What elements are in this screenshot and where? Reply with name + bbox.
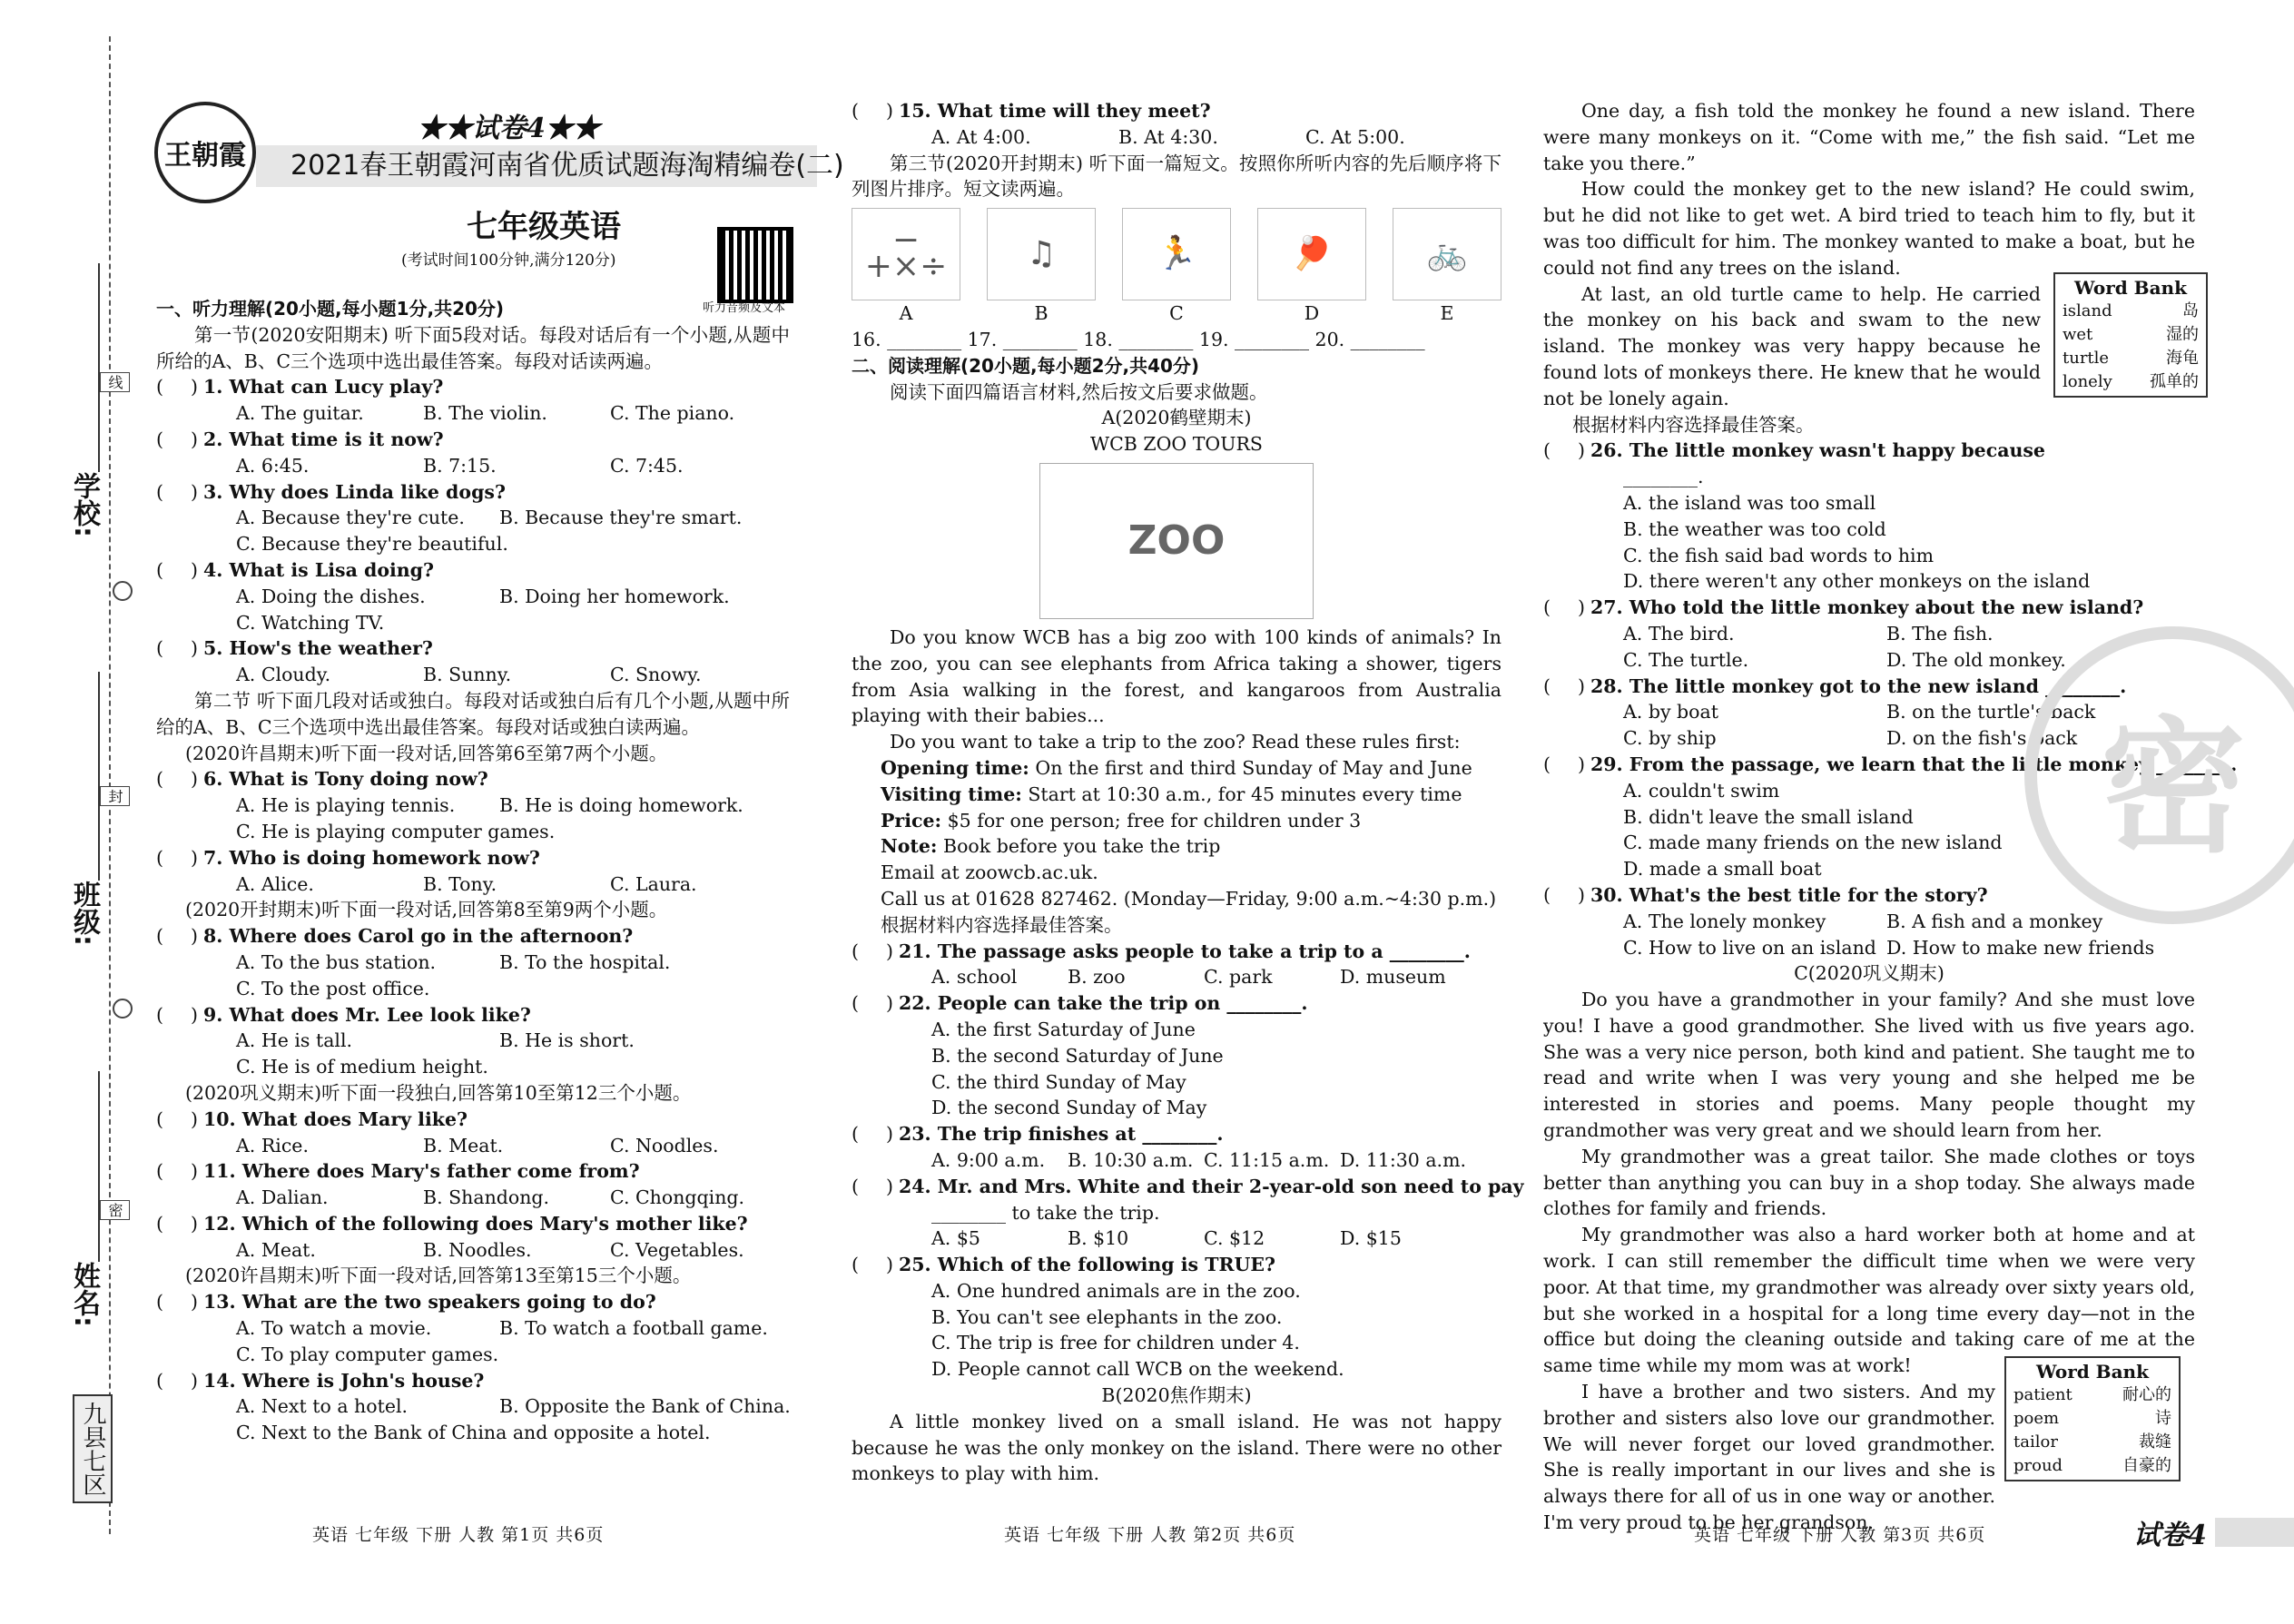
option[interactable]: B. Sunny. <box>423 664 512 686</box>
answer-blanks[interactable]: 16. ________ 17. ________ 18. ________ 19. ________ 20. ________ <box>852 328 1425 350</box>
question <box>156 845 790 871</box>
answer-bracket[interactable] <box>1543 438 1590 464</box>
word-cn: 湿的 <box>2166 325 2199 344</box>
option-line: B. didn't leave the small island <box>1623 805 1914 828</box>
mark-seal: 封 <box>100 786 130 806</box>
question <box>156 1002 790 1029</box>
word-cn: 裁缝 <box>2139 1432 2171 1452</box>
rule-key: Price: <box>881 809 942 832</box>
question-text: 1. What can Lucy play? <box>203 376 444 399</box>
option-row <box>156 1133 790 1159</box>
picture-item <box>1393 208 1501 327</box>
question <box>1543 595 2195 621</box>
name-label: 姓名: <box>68 1262 100 1327</box>
option[interactable]: C. Chongqing. <box>610 1186 745 1209</box>
option-row <box>156 950 790 976</box>
word-cn: 耐心的 <box>2122 1385 2171 1404</box>
picture-icon: 🚲 <box>1393 208 1501 300</box>
option-line: D. there weren't any other monkeys on the island <box>1623 570 2091 593</box>
question <box>852 1252 1501 1278</box>
option-row <box>156 1185 790 1211</box>
option-row <box>156 871 790 898</box>
answer-bracket[interactable] <box>156 479 203 506</box>
county-tag: 九县七区 <box>73 1394 113 1503</box>
option-row <box>852 964 1501 990</box>
option[interactable]: C. Vegetables. <box>610 1238 744 1261</box>
option-line: C. He is of medium height. <box>236 1056 488 1078</box>
picture-icon: 🏃 <box>1122 208 1231 300</box>
answer-bracket[interactable] <box>156 635 203 662</box>
option-line: D. made a small boat <box>1623 858 1822 881</box>
rule-value: Call us at 01628 827462. (Monday—Friday, 9:00 a.m.~4:30 p.m.) <box>881 887 1497 910</box>
option[interactable]: C. Laura. <box>610 872 697 895</box>
option-line: C. To play computer games. <box>236 1343 499 1365</box>
footer-page-1: 英语 七年级 下册 人教 第1页 共6页 <box>312 1525 605 1545</box>
question-text: 3. Why does Linda like dogs? <box>203 480 506 503</box>
rule-value: Start at 10:30 a.m., for 45 minutes every time <box>1021 782 1462 805</box>
question <box>156 374 790 400</box>
question <box>852 990 1501 1017</box>
option[interactable]: D. on the fish's back <box>1886 727 2078 750</box>
answer-bracket[interactable] <box>1543 752 1590 778</box>
option-line: C. The trip is free for children under 4. <box>931 1332 1300 1354</box>
option[interactable]: C. 7:45. <box>610 454 684 477</box>
option[interactable]: C. How to live on an island <box>1623 936 1876 959</box>
answer-bracket[interactable] <box>156 1158 203 1185</box>
seal-watermark-icon: 密 <box>2024 626 2294 924</box>
word-en: wet <box>2063 325 2093 344</box>
option[interactable]: A. Next to a hotel. <box>236 1395 409 1418</box>
option[interactable]: A. school <box>931 966 1018 989</box>
option[interactable]: A. He is tall. <box>236 1029 353 1052</box>
section-heading: 一、听力理解(20小题,每小题1分,共20分) <box>156 298 505 320</box>
question <box>1543 438 2195 464</box>
option[interactable]: B. 10:30 a.m. <box>1068 1148 1194 1171</box>
answer-bracket[interactable] <box>156 427 203 453</box>
option[interactable]: A. by boat <box>1623 701 1718 723</box>
word-bank-title: Word Bank <box>2074 277 2187 299</box>
option-row <box>156 505 790 531</box>
option[interactable]: B. Opposite the Bank of China. <box>499 1395 791 1418</box>
binding-hole <box>113 999 133 1019</box>
word-bank-row <box>2013 1454 2171 1478</box>
question-text: 29. From the passage, we learn that the little monkey ________. <box>1590 753 2238 775</box>
option[interactable]: B. Because they're smart. <box>499 507 743 529</box>
picture-label: C <box>1169 302 1184 325</box>
word-bank-1 <box>2053 272 2208 398</box>
word-bank-row <box>2063 370 2199 394</box>
question <box>156 766 790 792</box>
option[interactable]: B. Noodles. <box>423 1238 532 1261</box>
picture-item <box>987 208 1096 327</box>
name-line[interactable] <box>98 1071 100 1262</box>
answer-bracket[interactable] <box>1543 595 1590 621</box>
question-text: 9. What does Mr. Lee look like? <box>203 1003 531 1026</box>
school-line[interactable] <box>98 263 100 472</box>
option[interactable]: B. Shandong. <box>423 1186 550 1209</box>
option-row <box>852 1147 1501 1174</box>
rule-line <box>852 886 1501 912</box>
answer-bracket[interactable] <box>156 1107 203 1133</box>
paragraph: A little monkey lived on a small island. He was not happy because he was the only monkey on the island. There were no other monkeys to play with him. <box>852 1410 1501 1485</box>
option-row <box>156 1315 790 1342</box>
option[interactable]: C. 11:15 a.m. <box>1204 1148 1330 1171</box>
option-line: C. Because they're beautiful. <box>236 533 508 556</box>
option[interactable]: D. The old monkey. <box>1886 648 2066 671</box>
option-line: D. People cannot call WCB on the weekend. <box>931 1358 1344 1381</box>
answer-bracket[interactable] <box>852 1121 899 1147</box>
picture-icon: ♫ <box>987 208 1096 300</box>
word-bank-title: Word Bank <box>2036 1361 2149 1383</box>
option-line: ________ to take the trip. <box>931 1201 1160 1224</box>
question <box>156 1289 790 1315</box>
rule-line <box>852 860 1501 886</box>
option[interactable]: D. How to make new friends <box>1886 936 2155 959</box>
word-en: poem <box>2013 1409 2060 1428</box>
answer-bracket[interactable] <box>156 1368 203 1394</box>
option-row <box>156 1237 790 1264</box>
question-text: 25. Which of the following is TRUE? <box>899 1254 1276 1276</box>
question-text: 21. The passage asks people to take a trip to a ________. <box>899 940 1471 962</box>
question-text: 12. Which of the following does Mary's mother like? <box>203 1212 748 1235</box>
picture-row <box>852 208 1501 327</box>
word-en: turtle <box>2063 349 2110 368</box>
rule-value: Book before you take the trip <box>937 835 1221 858</box>
option-line: C. To the post office. <box>236 977 430 999</box>
question <box>156 923 790 950</box>
option-row <box>156 1393 790 1420</box>
question-text: 5. How's the weather? <box>203 637 433 660</box>
rule-value: $5 for one person; free for children under 3 <box>941 809 1362 832</box>
option-line: A. the island was too small <box>1623 491 1876 514</box>
paragraph: One day, a fish told the monkey he found a new island. There were many monkeys on it. “Come with me,” the fish said. “Let me take you there.” <box>1543 100 2195 174</box>
paper-badge: 试卷4 <box>2133 1520 2207 1551</box>
paper-number: ★★试卷4★★ <box>418 113 600 144</box>
footer-page-2: 英语 七年级 下册 人教 第2页 共6页 <box>1004 1525 1296 1545</box>
option[interactable]: A. 6:45. <box>236 454 310 477</box>
option-row <box>156 453 790 479</box>
answer-bracket[interactable] <box>156 766 203 792</box>
option[interactable]: A. He is playing tennis. <box>236 794 456 817</box>
rule-key: Opening time: <box>881 756 1029 779</box>
word-bank-row <box>2013 1407 2171 1431</box>
badge-bar <box>2215 1518 2294 1547</box>
option[interactable]: B. Tony. <box>423 872 497 895</box>
option[interactable]: B. $10 <box>1068 1227 1129 1250</box>
option[interactable]: C. by ship <box>1623 727 1717 750</box>
option-line: D. the second Sunday of May <box>931 1097 1207 1119</box>
option-line: A. the first Saturday of June <box>931 1018 1196 1040</box>
word-en: patient <box>2013 1385 2072 1404</box>
picture-icon: 🏓 <box>1257 208 1366 300</box>
option[interactable]: B. on the turtle's back <box>1886 701 2096 723</box>
answer-bracket[interactable] <box>852 98 899 124</box>
option[interactable]: A. At 4:00. <box>931 125 1031 148</box>
word-cn: 海龟 <box>2166 349 2199 368</box>
picture-label: D <box>1304 302 1320 325</box>
option[interactable]: C. The piano. <box>610 402 735 425</box>
column-2 <box>852 98 1524 1487</box>
instruction-text: 根据材料内容选择最佳答案。 <box>881 913 1123 936</box>
answer-bracket[interactable] <box>1543 882 1590 909</box>
binding-hole <box>113 581 133 601</box>
option-row <box>852 124 1501 151</box>
word-bank-row <box>2063 300 2199 323</box>
option-line: C. Watching TV. <box>236 611 385 634</box>
option-line: C. He is playing computer games. <box>236 820 556 842</box>
option-row <box>156 792 790 819</box>
option[interactable]: B. He is short. <box>499 1029 635 1052</box>
option-line: A. couldn't swim <box>1623 779 1780 802</box>
question-text: 13. What are the two speakers going to do? <box>203 1291 656 1314</box>
answer-bracket[interactable] <box>156 374 203 400</box>
word-en: tailor <box>2013 1432 2058 1452</box>
picture-label: B <box>1034 302 1049 325</box>
question-text: 30. What's the best title for the story? <box>1590 883 1988 906</box>
section-label: A(2020鹤壁期末) <box>1101 407 1252 429</box>
word-en: lonely <box>2063 372 2112 391</box>
word-cn: 诗 <box>2155 1409 2171 1428</box>
question <box>852 1121 1501 1147</box>
question <box>852 939 1501 965</box>
rule-value: Email at zoowcb.ac.uk. <box>881 861 1098 884</box>
answer-bracket[interactable] <box>1543 674 1590 700</box>
paragraph: 第二节 听下面几段对话或独白。每段对话或独白后有几个小题,从题中所给的A、B、C三个选项中选出最佳答案。每段对话或独白读两遍。 <box>156 689 790 738</box>
option-line: B. the second Saturday of June <box>931 1044 1224 1067</box>
option[interactable]: A. Meat. <box>236 1238 316 1261</box>
option-row <box>1543 909 2195 935</box>
option[interactable]: B. He is doing homework. <box>499 794 743 817</box>
option[interactable]: A. The lonely monkey <box>1623 910 1826 932</box>
question <box>156 479 790 506</box>
option-row <box>156 1028 790 1054</box>
word-en: proud <box>2013 1456 2063 1475</box>
option-line: C. the fish said bad words to him <box>1623 544 1935 566</box>
picture-item <box>852 208 960 327</box>
question-text: 8. Where does Carol go in the afternoon? <box>203 925 634 948</box>
question <box>156 1107 790 1133</box>
option[interactable]: C. Noodles. <box>610 1134 719 1156</box>
option[interactable]: B. A fish and a monkey <box>1886 910 2103 932</box>
exam-time: (考试时间100分钟,满分120分) <box>401 251 616 270</box>
option[interactable]: B. To watch a football game. <box>499 1317 768 1340</box>
question <box>156 557 790 584</box>
option-line: B. the weather was too cold <box>1623 517 1886 540</box>
instruction-text: (2020许昌期末)听下面一段对话,回答第6至第7两个小题。 <box>185 742 668 764</box>
option[interactable]: A. Alice. <box>236 872 314 895</box>
answer-bracket[interactable] <box>156 1002 203 1029</box>
option[interactable]: A. $5 <box>931 1227 980 1250</box>
answer-bracket[interactable] <box>852 939 899 965</box>
question-text: 6. What is Tony doing now? <box>203 768 488 791</box>
paper-title: 2021春王朝霞河南省优质试题海淘精编卷(二) <box>256 145 817 187</box>
option[interactable]: C. park <box>1204 966 1273 989</box>
option[interactable]: D. 11:30 a.m. <box>1340 1148 1467 1171</box>
paragraph: I have a brother and two sisters. And my brother and sisters also love our grandmother. We will never forget our loved grandmother. She is really important in our lives and she is always there for all of us in one way or another. I'm very proud to be her grandson. <box>1543 1381 1995 1534</box>
option[interactable]: B. The fish. <box>1886 622 1994 645</box>
answer-bracket[interactable] <box>852 1252 899 1278</box>
option[interactable]: A. Because they're cute. <box>236 507 465 529</box>
question-text: 14. Where is John's house? <box>203 1369 485 1392</box>
option-line: ________. <box>1623 466 1704 488</box>
paragraph: Do you have a grandmother in your family? And she must love you! I have a good grandmother. She lived with us five years ago. She was a very nice person, both kind and patient. She taught me to read and write when I was very young and she helped me be interested in stories and poems. Many people thought my grandmother was very great and we should learn from her. <box>1543 989 2195 1142</box>
option-line: C. the third Sunday of May <box>931 1070 1186 1093</box>
option[interactable]: A. To watch a movie. <box>236 1317 432 1340</box>
option-row <box>1543 935 2195 961</box>
footer-page-3: 英语 七年级 下册 人教 第3页 共6页 <box>1694 1525 1986 1545</box>
option[interactable]: A. To the bus station. <box>236 950 437 973</box>
word-cn: 孤单的 <box>2150 372 2199 391</box>
rule-line <box>852 808 1501 834</box>
instruction-text: (2020开封期末)听下面一段对话,回答第8至第9两个小题。 <box>185 899 668 921</box>
option[interactable]: B. Doing her homework. <box>499 585 730 607</box>
question-text: 22. People can take the trip on ________. <box>899 992 1308 1015</box>
paragraph: Do you know WCB has a big zoo with 100 kinds of animals? In the zoo, you can see elephants from Africa taking a shower, tigers from Asia walking in the forest, and kangaroos from Australia playing with their babies... <box>852 625 1501 727</box>
option[interactable]: B. zoo <box>1068 966 1126 989</box>
option-row <box>1543 621 2195 647</box>
section-label: C(2020巩义期末) <box>1794 962 1944 985</box>
option[interactable]: A. The bird. <box>1623 622 1735 645</box>
subject-title: 七年级英语 <box>467 209 621 245</box>
question <box>156 427 790 453</box>
section-label: WCB ZOO TOURS <box>1090 433 1263 456</box>
option[interactable]: C. The turtle. <box>1623 648 1749 671</box>
word-bank-row <box>2013 1383 2171 1407</box>
option[interactable]: B. Meat. <box>423 1134 504 1156</box>
question <box>156 635 790 662</box>
word-bank-row <box>2063 347 2199 370</box>
picture-label: A <box>899 302 913 325</box>
question-text: 27. Who told the little monkey about the new island? <box>1590 596 2144 619</box>
answer-bracket[interactable] <box>852 990 899 1017</box>
word-cn: 岛 <box>2182 301 2199 320</box>
rule-line <box>852 755 1501 782</box>
word-bank-2 <box>2004 1356 2181 1481</box>
paragraph: Do you want to take a trip to the zoo? Read these rules first: <box>890 731 1461 753</box>
question-text: 7. Who is doing homework now? <box>203 846 540 869</box>
paragraph: How could the monkey get to the new island? He could swim, but he did not like to get wet. A bird tried to teach him to fly, but it was too difficult for him. The monkey wanted to make a boat, but he could not find any trees on the island. <box>1543 178 2195 279</box>
option[interactable]: A. Doing the dishes. <box>236 585 426 607</box>
paragraph: 第三节(2020开封期末) 听下面一篇短文。按照你所听内容的先后顺序将下列图片排序。短文读两遍。 <box>852 152 1501 201</box>
question-text: 26. The little monkey wasn't happy because <box>1590 439 2045 462</box>
option-line: C. made many friends on the new island <box>1623 832 2003 854</box>
paragraph: My grandmother was also a hard worker both at home and at work. I can still remember the difficult time when we were very poor. At that time, my grandmother was already over sixty years old, but she worked in a hospital for a long time every day—not in the office but doing the cleaning outside and taking care of me at the same time while my mom was at work! <box>1543 1224 2195 1377</box>
class-label: 班级: <box>68 881 100 946</box>
option[interactable]: D. $15 <box>1340 1227 1402 1250</box>
question-text: 11. Where does Mary's father come from? <box>203 1160 640 1183</box>
option[interactable]: B. To the hospital. <box>499 950 671 973</box>
option[interactable]: D. museum <box>1340 966 1446 989</box>
column-1 <box>156 296 790 1446</box>
answer-bracket[interactable] <box>156 923 203 950</box>
option-line: A. One hundred animals are in the zoo. <box>931 1279 1301 1302</box>
option[interactable]: C. Snowy. <box>610 664 702 686</box>
rule-line <box>852 833 1501 860</box>
question <box>156 1368 790 1394</box>
binding-line <box>109 36 111 1534</box>
question <box>156 1211 790 1237</box>
option[interactable]: C. At 5:00. <box>1305 125 1405 148</box>
question-text: 4. What is Lisa doing? <box>203 558 435 581</box>
option[interactable]: A. 9:00 a.m. <box>931 1148 1046 1171</box>
answer-bracket[interactable] <box>156 1289 203 1315</box>
answer-bracket[interactable] <box>156 557 203 584</box>
option-row <box>852 1225 1501 1252</box>
instruction-text: (2020巩义期末)听下面一段独白,回答第10至第12三个小题。 <box>185 1081 692 1104</box>
picture-item <box>1257 208 1366 327</box>
paragraph: 阅读下面四篇语言材料,然后按文后要求做题。 <box>890 380 1268 403</box>
option[interactable]: C. $12 <box>1204 1227 1265 1250</box>
option[interactable]: A. Cloudy. <box>236 664 331 686</box>
option[interactable]: A. Rice. <box>236 1134 309 1156</box>
paragraph: My grandmother was a great tailor. She made clothes or toys better than anything you can buy in a shop today. She always made clothes for family and friends. <box>1543 1145 2195 1220</box>
rule-key: Note: <box>881 835 938 858</box>
paragraph: 第一节(2020安阳期末) 听下面5段对话。每段对话后有一个小题,从题中所给的A、B、C三个选项中选出最佳答案。每段对话读两遍。 <box>156 323 790 372</box>
option-row <box>156 662 790 688</box>
mark-line: 线 <box>100 372 130 392</box>
qr-caption: 听力音频及文本 <box>703 301 786 315</box>
option-line: B. You can't see elephants in the zoo. <box>931 1305 1283 1328</box>
question <box>156 1158 790 1185</box>
option-row <box>156 400 790 427</box>
question-text: 23. The trip finishes at ________. <box>899 1123 1224 1146</box>
option[interactable]: B. The violin. <box>423 402 547 425</box>
rule-line <box>852 782 1501 808</box>
word-cn: 自豪的 <box>2122 1456 2171 1475</box>
question <box>852 1174 1524 1200</box>
brand-logo: 王朝霞 <box>154 102 256 203</box>
instruction-text: 根据材料内容选择最佳答案。 <box>1572 413 1815 436</box>
word-bank-row <box>2013 1431 2171 1454</box>
mark-secret: 密 <box>100 1200 130 1220</box>
option[interactable]: B. 7:15. <box>423 454 497 477</box>
word-bank-row <box>2063 323 2199 347</box>
class-line[interactable] <box>98 672 100 881</box>
section-heading: 二、阅读理解(20小题,每小题2分,共40分) <box>852 354 1200 377</box>
instruction-text: (2020许昌期末)听下面一段对话,回答第13至第15三个小题。 <box>185 1265 692 1287</box>
answer-bracket[interactable] <box>156 1211 203 1237</box>
picture-icon: −+×÷ <box>852 208 960 300</box>
section-label: B(2020焦作期末) <box>1101 1384 1252 1407</box>
option-line: C. Next to the Bank of China and opposite a hotel. <box>236 1422 711 1444</box>
question-text: 10. What does Mary like? <box>203 1107 468 1130</box>
option[interactable]: A. Dalian. <box>236 1186 329 1209</box>
paragraph: At last, an old turtle came to help. He carried the monkey on his back and swam to the new island. The monkey was very happy because he found lots of monkeys there. He knew that he would not be lonely again. <box>1543 282 2041 409</box>
answer-bracket[interactable] <box>156 845 203 871</box>
zoo-illustration: ZOO <box>1039 463 1314 619</box>
option-row <box>156 584 790 610</box>
option[interactable]: A. The guitar. <box>236 402 364 425</box>
answer-bracket[interactable] <box>852 1174 899 1200</box>
rule-value: On the first and third Sunday of May and June <box>1029 756 1472 779</box>
picture-item <box>1122 208 1231 327</box>
question-text: 24. Mr. and Mrs. White and their 2-year-old son need to pay <box>899 1175 1524 1197</box>
word-en: island <box>2063 301 2112 320</box>
question-text: 2. What time is it now? <box>203 428 444 450</box>
question-text: 28. The little monkey got to the new island ________. <box>1590 674 2127 697</box>
school-label: 学校: <box>68 472 100 537</box>
qr-code-icon[interactable] <box>717 227 793 303</box>
question <box>852 98 1501 124</box>
option[interactable]: B. At 4:30. <box>1118 125 1218 148</box>
rule-key: Visiting time: <box>881 782 1022 805</box>
question-text: 15. What time will they meet? <box>899 100 1211 122</box>
picture-label: E <box>1440 302 1454 325</box>
